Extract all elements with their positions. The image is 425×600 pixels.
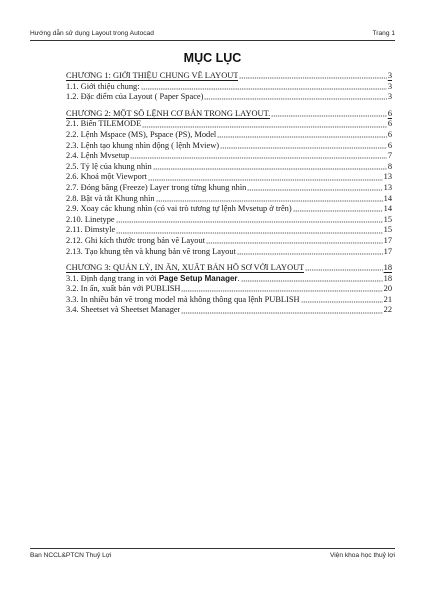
toc-chapter-entry[interactable] [66, 263, 392, 274]
dot-leader [247, 185, 382, 191]
dot-leader [141, 84, 387, 90]
toc-page-number: 7 [387, 151, 392, 161]
toc-page-number: 8 [387, 161, 392, 171]
toc-entry-text: 3.2. In ấn, xuất bản với PUBLISH [66, 284, 181, 294]
toc-entry[interactable] [66, 172, 392, 183]
page-header [30, 30, 395, 37]
toc-entry-label [66, 71, 238, 82]
toc-entry[interactable] [66, 295, 392, 306]
toc-chapter-entry[interactable] [66, 71, 392, 82]
toc-page-number: 14 [383, 193, 392, 203]
toc-entry[interactable] [66, 183, 392, 194]
toc-page-number: 17 [383, 235, 392, 245]
dot-leader [241, 276, 383, 282]
toc-entry-text: 2.3. Lệnh tạo khung nhìn động ( lệnh Mview) [66, 140, 220, 150]
header-document-title: Hướng dẫn sử dụng Layout trong Autocad [30, 30, 154, 37]
toc-page-number: 6 [387, 108, 392, 118]
dot-leader [156, 196, 383, 202]
toc-page-number: 6 [387, 129, 392, 139]
toc-page-number: 3 [387, 81, 392, 91]
toc-entry-label [66, 194, 155, 205]
toc-entry-label [66, 247, 236, 258]
toc-entry[interactable] [66, 305, 392, 316]
toc-entry-text: 2.8. Bật và tắt Khung nhìn [66, 193, 155, 203]
dot-leader [239, 73, 386, 79]
toc-entry-label [66, 130, 216, 141]
dot-leader [217, 132, 387, 138]
toc-entry-label [66, 141, 219, 152]
toc-entry[interactable] [66, 194, 392, 205]
toc-entry-label [66, 215, 115, 226]
dot-leader [181, 286, 382, 292]
toc-page-number: 21 [383, 294, 392, 304]
toc-entry[interactable] [66, 119, 392, 130]
toc-entry-text: CHƯƠNG 3: QUẢN LÝ, IN ẤN, XUẤT BẢN HỒ SƠ VỚI LAYOUT [66, 263, 305, 273]
toc-entry-tail: . [237, 273, 240, 283]
toc-entry[interactable] [66, 225, 392, 236]
toc-entry-text: 2.1. Biến TILEMODE [66, 119, 142, 129]
toc-entry-text: 2.12. Ghi kích thước trong bản vẽ Layout [66, 235, 205, 245]
toc-page-number: 20 [383, 284, 392, 294]
toc-entry-label [66, 274, 240, 285]
toc-entry[interactable] [66, 92, 392, 103]
toc-entry-label [66, 162, 152, 173]
toc-entry-label [66, 109, 270, 120]
toc-entry-label [66, 119, 141, 130]
toc-page-number: 3 [387, 92, 392, 102]
toc-page-number: 15 [383, 214, 392, 224]
toc-entry-label [66, 183, 246, 194]
toc-page-number: 17 [383, 246, 392, 256]
toc-entry-text: 2.11. Dimstyle [66, 225, 116, 235]
toc-entry-text: 2.6. Khoá một Viewport [66, 172, 147, 182]
dot-leader [181, 308, 382, 314]
toc-page-number: 15 [383, 225, 392, 235]
toc-page-number: 13 [383, 172, 392, 182]
toc-entry[interactable] [66, 236, 392, 247]
toc-entry-text: 2.5. Tỷ lệ của khung nhìn [66, 161, 152, 171]
toc-page-number: 6 [387, 140, 392, 150]
footer-rule [30, 548, 395, 549]
toc-page-number: 18 [383, 263, 392, 273]
toc-entry-text: 2.4. Lệnh Mvsetup [66, 151, 130, 161]
dot-leader [116, 228, 382, 234]
toc-entry[interactable] [66, 130, 392, 141]
dot-leader [130, 153, 387, 159]
toc-entry-label [66, 295, 300, 306]
dot-leader [116, 217, 383, 223]
toc-entry[interactable] [66, 284, 392, 295]
toc-entry-label [66, 305, 180, 316]
toc-entry-text: 2.13. Tạo khung tên và khung bản vẽ trong Layout [66, 246, 236, 256]
toc-entry-text: 2.7. Đóng băng (Freeze) Layer trong từng khung nhìn [66, 182, 247, 192]
header-rule [30, 40, 395, 41]
toc-entry-label [66, 82, 140, 93]
toc-entry-text: 2.10. Linetype [66, 214, 115, 224]
toc-page-number: 13 [383, 182, 392, 192]
dot-leader [237, 249, 383, 255]
page-footer [30, 552, 395, 559]
dot-leader [220, 143, 387, 149]
toc-chapter-entry[interactable] [66, 109, 392, 120]
toc-entry-text: 3.4. Sheetset và Sheetset Manager [66, 305, 181, 315]
toc-entry-label [66, 284, 180, 295]
toc-entry-text: 2.9. Xoay các khung nhìn (có vai trò tương tự lệnh Mvsetup ở trên) [66, 204, 292, 214]
toc-entry-label [66, 204, 292, 215]
dot-leader [204, 94, 386, 100]
toc-entry-label [66, 236, 205, 247]
toc-entry[interactable] [66, 82, 392, 93]
toc-page-number: 3 [387, 71, 392, 80]
toc-entry-label [66, 172, 147, 183]
dot-leader [148, 175, 383, 181]
toc-entry[interactable] [66, 162, 392, 173]
toc-entry-text: CHƯƠNG 2: MỘT SỐ LỆNH CƠ BẢN TRONG LAYOUT. [66, 108, 271, 118]
toc-entry[interactable] [66, 151, 392, 162]
toc-entry-text: 3.1. Định dạng trang in với [66, 273, 159, 283]
toc-entry[interactable] [66, 141, 392, 152]
page-title: MỤC LỤC [183, 51, 242, 65]
dot-leader [153, 164, 387, 170]
toc-entry-text: 1.1. Giới thiệu chung: [66, 81, 140, 91]
table-of-contents [66, 71, 392, 316]
toc-page-number: 14 [383, 204, 392, 214]
toc-entry[interactable] [66, 247, 392, 258]
toc-entry[interactable] [66, 215, 392, 226]
toc-page-number: 18 [383, 273, 392, 283]
toc-entry-label [66, 92, 203, 103]
dot-leader [271, 111, 387, 117]
footer-institute: Viện khoa học thuỷ lợi [329, 552, 395, 559]
footer-organization: Ban NCCL&PTCN Thuỷ Lợi [30, 552, 112, 559]
toc-entry-label [66, 263, 304, 274]
toc-page-number: 22 [383, 305, 392, 315]
header-page-number: Trang 1 [372, 30, 395, 37]
toc-entry-text: 2.2. Lệnh Mspace (MS), Pspace (PS), Model [66, 129, 217, 139]
dot-leader [305, 265, 382, 271]
dot-leader [293, 206, 383, 212]
toc-entry[interactable] [66, 204, 392, 215]
toc-entry-text: CHƯƠNG 1: GIỚI THIỆU CHUNG VỀ LAYOUT [66, 71, 239, 80]
dot-leader [206, 238, 383, 244]
toc-entry-emphasis: Page Setup Manager [158, 273, 238, 283]
toc-entry-text: 3.3. In nhiều bản vẽ trong model mà không thông qua lệnh PUBLISH [66, 294, 300, 304]
toc-entry-text: 1.2. Đặc điểm của Layout ( Paper Space) [66, 92, 204, 102]
dot-leader [142, 122, 387, 128]
dot-leader [301, 297, 383, 303]
toc-entry-label [66, 225, 115, 236]
toc-entry[interactable] [66, 274, 392, 285]
toc-page-number: 6 [387, 119, 392, 129]
toc-entry-label [66, 151, 129, 162]
